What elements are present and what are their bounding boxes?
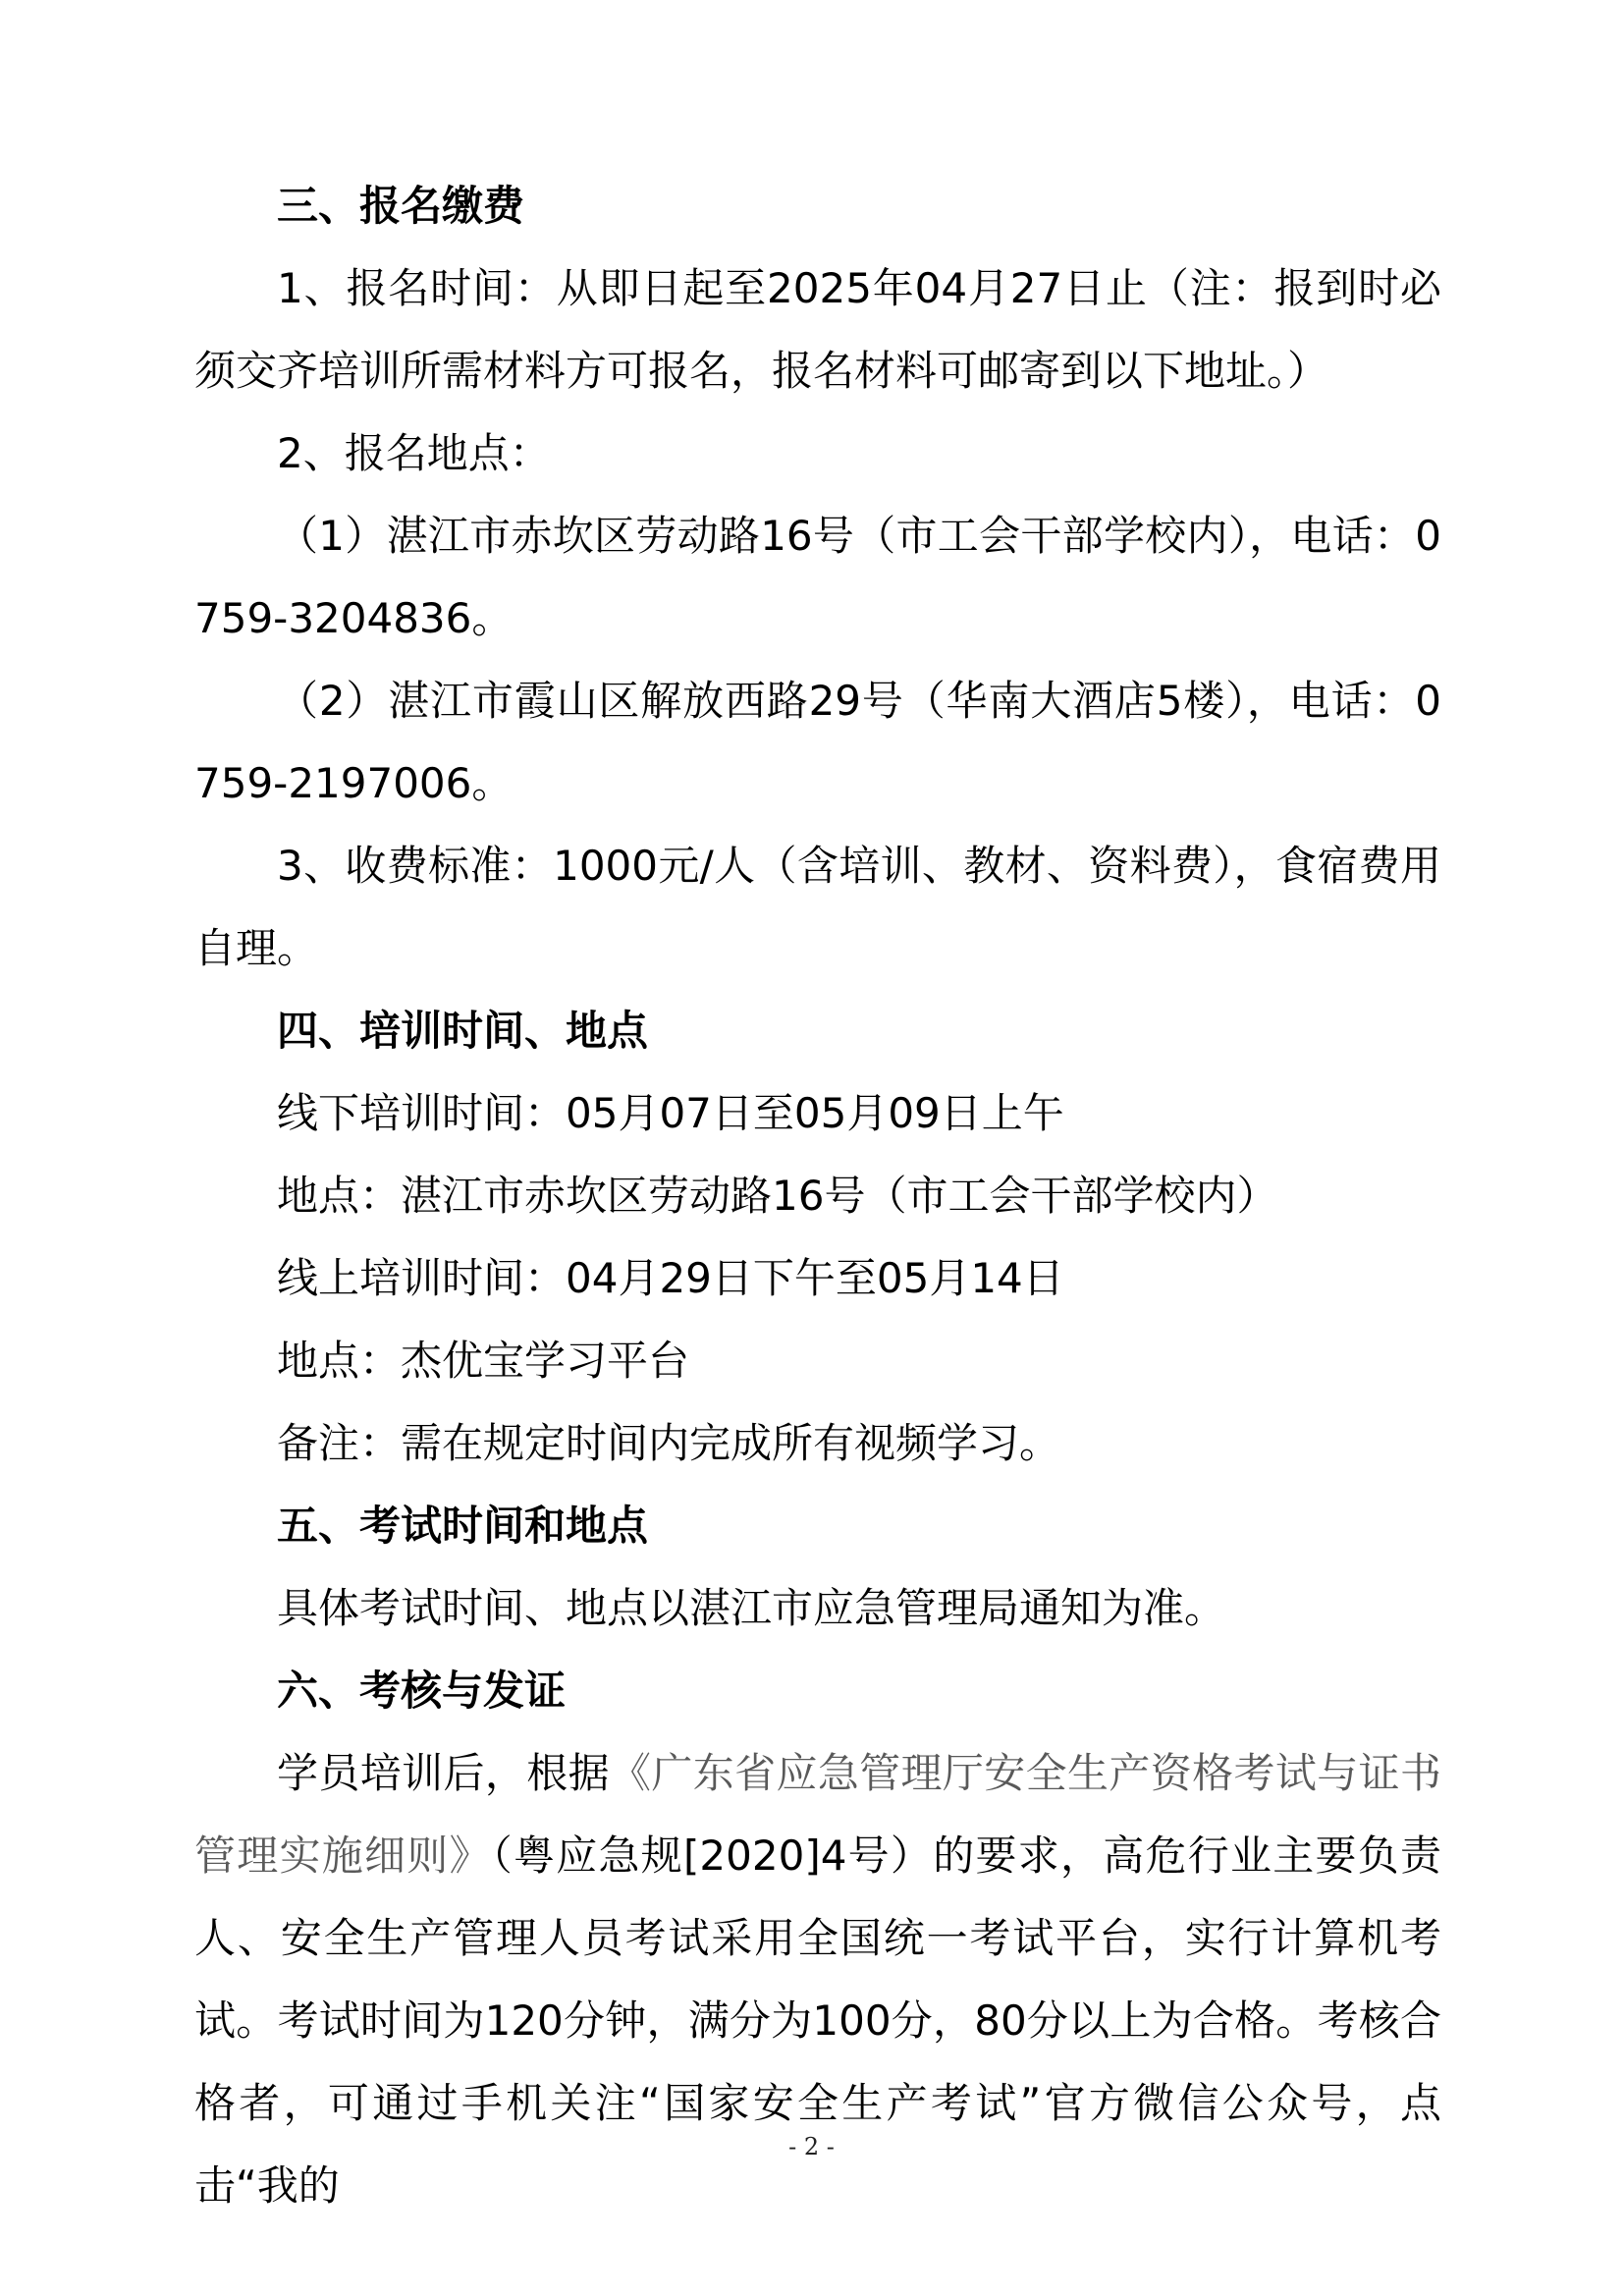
- offline-training-location: 地点：湛江市赤坎区劳动路16号（市工会干部学校内）: [277, 1172, 1278, 1220]
- section-3-heading: 三、报名缴费: [277, 182, 525, 230]
- registration-location-label: 2、报名地点：: [277, 429, 551, 477]
- online-training-time: 线上培训时间：04月29日下午至05月14日: [277, 1254, 1064, 1302]
- registration-location-2: （2）湛江市霞山区解放西路29号（华南大酒店5楼），电话：0759-2197006。: [194, 677, 1441, 807]
- offline-training-time: 线下培训时间：05月07日至05月09日上午: [277, 1089, 1064, 1137]
- section-6-heading: 六、考核与发证: [277, 1667, 567, 1715]
- section-5-heading: 五、考试时间和地点: [277, 1502, 649, 1550]
- regulation-title: 《广东省应急管理厅安全生产资格考试与证书管理实施细则》: [194, 1749, 1441, 1880]
- registration-time-paragraph: 1、报名时间：从即日起至2025年04月27日止（注：报到时必须交齐培训所需材料方可报名，报名材料可邮寄到以下地址。）: [194, 264, 1441, 395]
- online-training-location: 地点：杰优宝学习平台: [277, 1337, 690, 1385]
- page-number: - 2 -: [788, 2133, 835, 2160]
- fee-standard-paragraph: 3、收费标准：1000元/人（含培训、教材、资料费），食宿费用自理。: [194, 842, 1441, 972]
- training-remark: 备注：需在规定时间内完成所有视频学习。: [277, 1419, 1061, 1467]
- exam-notice: 具体考试时间、地点以湛江市应急管理局通知为准。: [277, 1584, 1226, 1632]
- assessment-text-start: 学员培训后，根据: [277, 1749, 610, 1797]
- registration-location-1: （1）湛江市赤坎区劳动路16号（市工会干部学校内），电话：0759-3204836。: [194, 512, 1441, 642]
- assessment-text-rest: （粤应急规[2020]4号）的要求，高危行业主要负责人、安全生产管理人员考试采用全国统一考试平台，实行计算机考试。考试时间为120分钟，满分为100分，80分以上为合格。考核合格者，可通过手机关注“国家安全生产考试”官方微信公众号，点击“我的: [194, 1831, 1441, 2210]
- section-4-heading: 四、培训时间、地点: [277, 1007, 649, 1055]
